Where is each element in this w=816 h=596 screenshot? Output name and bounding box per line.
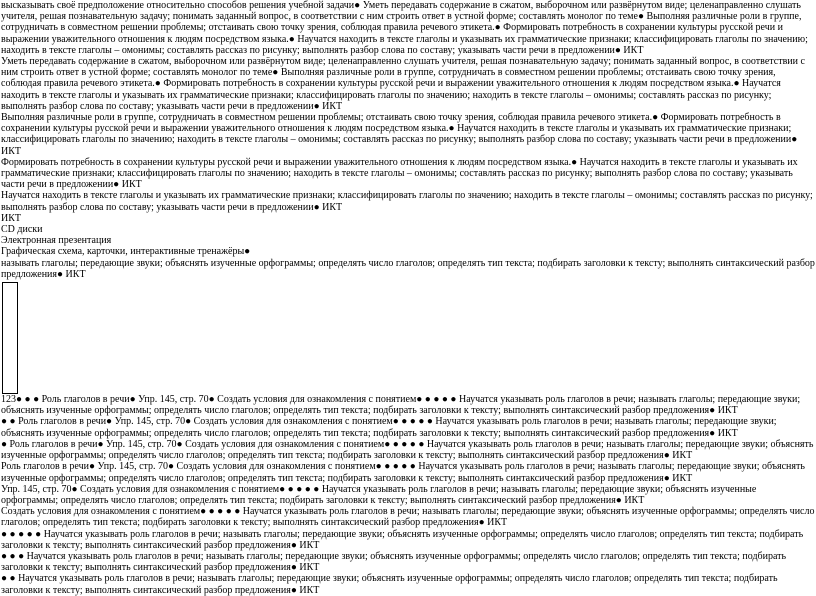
text-block-schema: Графическая схема, карточки, интерактивные тренажёры● bbox=[1, 246, 251, 258]
document-body bbox=[1, 0, 815, 596]
text-block-11: ● ● Роль глаголов в речи● Упр. 145, стр. 70● Создать условия для ознакомления с понятием● ● ● ● ● Научатся указывать роль глаголов в речи; называть глаголы; передающие звуки; объяснять изученные орфограммы; определять число глаголов; определять тип текста; подбирать заголовки к тексту; выполнять синтаксический разбор предложения● ИКТ bbox=[1, 416, 777, 439]
text-block-ikt: ИКТ bbox=[1, 212, 21, 224]
text-block-1: высказывать своё предположение относительно способов решения учебной задачи● Уметь передавать содержание в сжатом, выборочном или развёрнутом виде; целенаправленно слушать учителя, решая познавательную задачу; понимать заданный вопрос, в соответствии с ним строить ответ в устной форме; составлять монолог по теме● Выполняя различные роли в группе, сотрудничать в совместном решении проблемы; отстаивать свою точку зрения, соблюдая правила речевого этикета.● Формировать потребность в сохранении культуры русской речи и выражении уважительного отношения к людям посредством языка.● Научатся находить в тексте глаголы и указывать их грамматические признаки; классифицировать глаголы по значению; находить в тексте глаголы – омонимы; составлять рассказ по рисунку; выполнять разбор слова по составу; указывать части речи в предложении● ИКТ bbox=[1, 0, 808, 56]
text-block-3: Выполняя различные роли в группе, сотрудничать в совместном решении проблемы; отстаивать свою точку зрения, соблюдая правила речевого этикета.● Формировать потребность в сохранении культуры русской речи и выражении уважительного отношения к людям посредством языка.● Научатся находить в тексте глаголы и указывать их грамматические признаки; классифицировать глаголы по значению; находить в тексте глаголы – омонимы; составлять рассказ по рисунку; выполнять разбор слова по составу; указывать части речи в предложении● ИКТ bbox=[1, 112, 798, 157]
text-block-16: ● ● ● ● ● Научатся указывать роль глаголов в речи; называть глаголы; передающие звуки; объяснять изученные орфограммы; определять число глаголов; определять тип текста; подбирать заголовки к тексту; выполнять синтаксический разбор предложения● ИКТ bbox=[1, 528, 804, 551]
text-block-12: ● Роль глаголов в речи● Упр. 145, стр. 70● Создать условия для ознакомления с понятием● ● ● ● ● Научатся указывать роль глаголов в речи; называть глаголы; передающие звуки; объяснять изученные орфограммы; определять число глаголов; определять тип текста; подбирать заголовки к тексту; выполнять синтаксический разбор предложения● ИКТ bbox=[1, 438, 814, 462]
text-block-5: Научатся находить в тексте глаголы и указывать их грамматические признаки; классифицировать глаголы по значению; находить в тексте глаголы – омонимы; составлять рассказ по рисунку; выполнять разбор слова по составу; указывать части речи в предложении● ИКТ bbox=[1, 190, 813, 213]
text-block-17: ● ● ● Научатся указывать роль глаголов в речи; называть глаголы; передающие звуки; объяснять изученные орфограммы; определять число глаголов; определять тип текста; подбирать заголовки к тексту; выполнять синтаксический разбор предложения● ИКТ bbox=[1, 550, 787, 574]
text-block-13: Роль глаголов в речи● Упр. 145, стр. 70● Создать условия для ознакомления с понятием● ● ● ● ● Научатся указывать роль глаголов в речи; называть глаголы; передающие звуки; объяснять изученные орфограммы; определять число глаголов; определять тип текста; подбирать заголовки к тексту; выполнять синтаксический разбор предложения● ИКТ bbox=[1, 461, 805, 484]
text-block-10: 123● ● ● Роль глаголов в речи● Упр. 145, стр. 70● Создать условия для ознакомления с понятием● ● ● ● ● Научатся указывать роль глаголов в речи; называть глаголы; передающие звуки; объяснять изученные орфограммы; определять число глаголов; определять тип текста; подбирать заголовки к тексту; выполнять синтаксический разбор предложения● ИКТ bbox=[1, 394, 801, 417]
text-block-2: Уметь передавать содержание в сжатом, выборочном или развёрнутом виде; целенаправленно слушать учителя, решая познавательную задачу; понимать заданный вопрос, в соответствии с ним строить ответ в устной форме; составлять монолог по теме● Выполняя различные роли в группе, сотрудничать в совместном решении проблемы; отстаивать свою точку зрения, соблюдая правила речевого этикета.● Формировать потребность в сохранении культуры русской речи и выражении уважительного отношения к людям посредством языка.● Научатся находить в тексте глаголы и указывать их грамматические признаки; классифицировать глаголы по значению; находить в тексте глаголы – омонимы; составлять рассказ по рисунку; выполнять разбор слова по составу; указывать части речи в предложении● ИКТ bbox=[1, 56, 805, 112]
text-block-15: Создать условия для ознакомления с понятием● ● ● ● ● Научатся указывать роль глаголов в речи; называть глаголы; передающие звуки; объяснять изученные орфограммы; определять число глаголов; определять тип текста; подбирать заголовки к тексту; выполнять синтаксический разбор предложения● ИКТ bbox=[1, 506, 815, 529]
text-block-9: называть глаголы; передающие звуки; объяснять изученные орфограммы; определять число глаголов; определять тип текста; подбирать заголовки к тексту; выполнять синтаксический разбор предложения● ИКТ bbox=[1, 257, 815, 280]
text-block-4: Формировать потребность в сохранении культуры русской речи и выражении уважительного отношения к людям посредством языка.● Научатся находить в тексте глаголы и указывать их грамматические признаки; классифицировать глаголы по значению; находить в тексте глаголы – омонимы; составлять рассказ по рисунку; выполнять разбор слова по составу; указывать части речи в предложении● ИКТ bbox=[1, 156, 798, 191]
text-block-cd: CD диски bbox=[1, 224, 43, 236]
text-block-14: Упр. 145, стр. 70● Создать условия для ознакомления с понятием● ● ● ● ● Научатся указывать роль глаголов в речи; называть глаголы; передающие звуки; объяснять изученные орфограммы; определять число глаголов; определять тип текста; подбирать заголовки к тексту; выполнять синтаксический разбор предложения● ИКТ bbox=[1, 483, 757, 506]
empty-cell-frame bbox=[2, 282, 18, 394]
text-block-18: ● ● Научатся указывать роль глаголов в речи; называть глаголы; передающие звуки; объяснять изученные орфограммы; определять число глаголов; определять тип текста; подбирать заголовки к тексту; выполнять синтаксический разбор предложения● ИКТ bbox=[1, 573, 778, 596]
text-block-presentation: Электронная презентация bbox=[1, 235, 112, 247]
